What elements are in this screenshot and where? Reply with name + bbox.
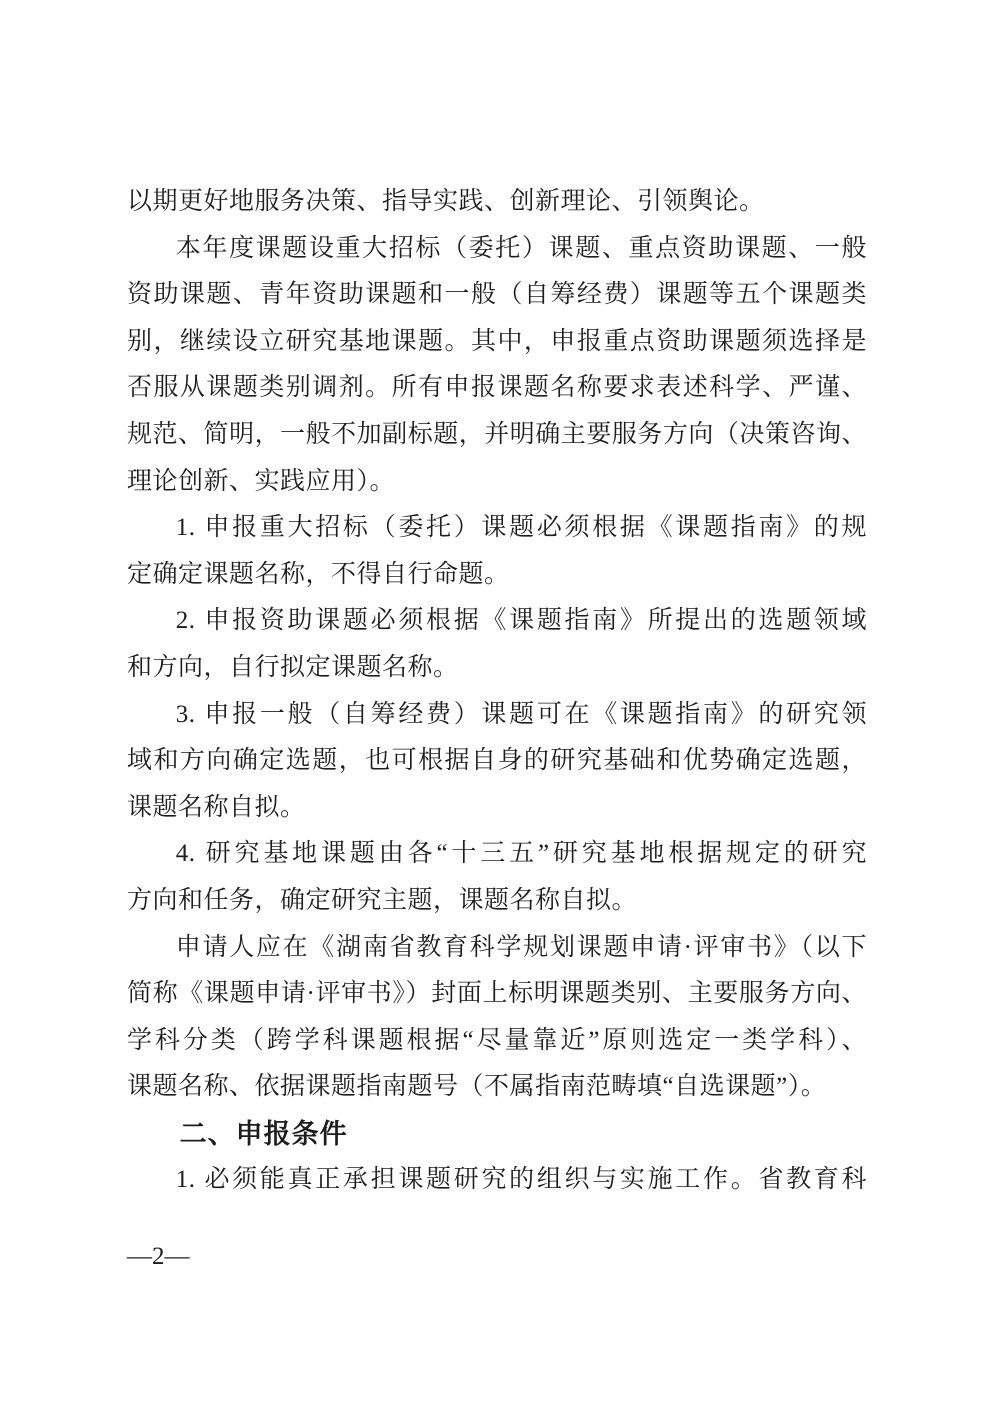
list-item-2-line: 和方向，自行拟定课题名称。 [127,653,459,681]
document-body [127,179,867,1204]
section-heading: 二、申报条件 [179,1118,348,1149]
list-item-1-line: 1. 申报重大招标（委托）课题必须根据《课题指南》的规 [175,514,867,542]
list-item-2-line: 2. 申报资助课题必须根据《课题指南》所提出的选题领域 [175,607,867,635]
list-item-3-line: 域和方向确定选题，也可根据自身的研究基础和优势确定选题， [127,747,867,775]
list-item-3-line: 3. 申报一般（自筹经费）课题可在《课题指南》的研究领 [175,700,867,728]
list-item-3-line: 课题名称自拟。 [127,793,306,821]
list-item-4-line: 4. 研究基地课题由各“十三五”研究基地根据规定的研究 [175,840,867,868]
text-line: 否服从课题类别调剂。所有申报课题名称要求表述科学、严谨、 [127,374,867,402]
list-item-1-line: 定确定课题名称，不得自行命题。 [127,560,510,588]
text-line: 规范、简明，一般不加副标题，并明确主要服务方向（决策咨询、 [127,420,867,448]
text-line: 简称《课题申请·评审书》）封面上标明课题类别、主要服务方向、 [127,980,867,1008]
text-line: 别，继续设立研究基地课题。其中，申报重点资助课题须选择是 [127,327,867,355]
list-item-1-line: 1. 必须能真正承担课题研究的组织与实施工作。省教育科 [175,1166,867,1194]
list-item-4-line: 方向和任务，确定研究主题，课题名称自拟。 [127,886,638,914]
text-line: 申请人应在《湖南省教育科学规划课题申请·评审书》（以下 [175,933,867,961]
text-line: 本年度课题设重大招标（委托）课题、重点资助课题、一般 [175,234,867,262]
text-line: 以期更好地服务决策、指导实践、创新理论、引领舆论。 [127,188,765,215]
text-line: 课题名称、依据课题指南题号（不属指南范畴填“自选课题”）。 [127,1073,827,1101]
text-line: 理论创新、实践应用）。 [127,467,396,495]
text-line: 资助课题、青年资助课题和一般（自筹经费）课题等五个课题类 [127,281,867,309]
page-number: —2— [127,1243,190,1270]
text-line: 学科分类（跨学科课题根据“尽量靠近”原则选定一类学科）、 [127,1026,867,1054]
